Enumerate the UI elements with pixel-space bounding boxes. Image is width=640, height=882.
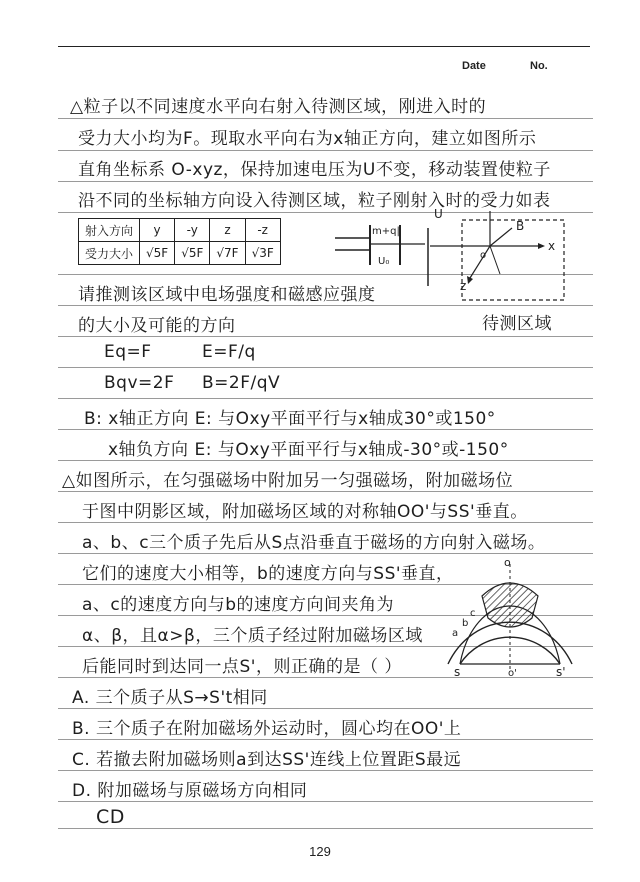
p1-line-3: 直角坐标系 O-xyz，保持加速电压为U不变，移动装置使粒子 [78, 160, 551, 180]
origin-label: o [480, 250, 487, 261]
figure-o-label: o [504, 556, 511, 569]
option-b: B. 三个质子在附加磁场外运动时，圆心均在OO'上 [72, 719, 462, 739]
x-axis-label: x [548, 239, 556, 253]
date-label: Date [462, 60, 486, 72]
apparatus-sketch [330, 210, 430, 270]
region-sketch [420, 206, 570, 306]
figure-s-label: s [454, 665, 461, 679]
p2-line-1: △如图所示，在匀强磁场中附加另一匀强磁场，附加磁场位 [62, 471, 514, 491]
table-cell: √3F [245, 242, 280, 265]
figure-a-label: a [452, 628, 459, 639]
plate-label: m+q| [372, 226, 400, 237]
p2-line-3: a、b、c三个质子先后从S点沿垂直于磁场的方向射入磁场。 [82, 533, 546, 553]
table-row [79, 242, 281, 265]
table-cell: √5F [140, 242, 175, 265]
region-caption: 待测区域 [482, 314, 552, 334]
equation-rhs-2: B=2F/qV [202, 373, 281, 393]
b-axis-label: B [516, 219, 525, 233]
table-cell: √7F [210, 242, 245, 265]
table-cell: -z [245, 219, 280, 242]
answer-line-1: B: x轴正方向 E: 与Oxy平面平行与x轴成30°或150° [84, 409, 496, 429]
table-cell: -y [175, 219, 210, 242]
equation-rhs-1: E=F/q [202, 342, 256, 362]
p1-line-4: 沿不同的坐标轴方向设入待测区域，粒子刚射入时的受力如表 [78, 191, 551, 211]
p2-line-2: 于图中阴影区域，附加磁场区域的对称轴OO'与SS'垂直。 [82, 502, 528, 522]
option-c: C. 若撤去附加磁场则a到达SS'连线上位置距S最远 [72, 750, 462, 770]
magnetic-field-figure [440, 556, 580, 678]
p2-line-7: 后能同时到达同一点S'，则正确的是（ ） [82, 657, 402, 677]
p2-line-4: 它们的速度大小相等，b的速度方向与SS'垂直， [82, 564, 454, 584]
header-rule [58, 46, 590, 47]
equation-lhs-2: Bqv=2F [104, 373, 175, 393]
table-cell: 受力大小 [79, 242, 140, 265]
table-header-row [79, 219, 281, 242]
figure-s-prime-label: s' [556, 665, 566, 679]
table-cell: z [210, 219, 245, 242]
figure-c-label: c [470, 608, 476, 619]
table-cell: 射入方向 [79, 219, 140, 242]
bottom-voltage-label: U₀ [378, 256, 390, 267]
option-a: A. 三个质子从S→S't相同 [72, 688, 268, 708]
option-d: D. 附加磁场与原磁场方向相同 [72, 781, 308, 801]
p2-line-6: α、β，且α>β，三个质子经过附加磁场区域 [82, 626, 423, 646]
equation-lhs-1: Eq=F [104, 342, 152, 362]
p2-line-5: a、c的速度方向与b的速度方向间夹角为 [82, 595, 395, 615]
p1-question-2: 的大小及可能的方向 [78, 316, 236, 336]
table-cell: y [140, 219, 175, 242]
figure-o-prime-label: o' [508, 668, 517, 679]
p1-question-1: 请推测该区域中电场强度和磁感应强度 [78, 285, 376, 305]
page-number: 129 [309, 844, 331, 859]
figure-b-label: b [462, 618, 469, 629]
force-table [78, 218, 281, 265]
z-axis-label: z [460, 279, 467, 293]
answer-line-2: x轴负方向 E: 与Oxy平面平行与x轴成-30°或-150° [108, 440, 509, 460]
p1-line-1: △粒子以不同速度水平向右射入待测区域，刚进入时的 [70, 97, 487, 117]
answer-mark: CD [96, 806, 125, 828]
no-label: No. [530, 60, 548, 72]
p1-line-2: 受力大小均为F。现取水平向右为x轴正方向，建立如图所示 [78, 129, 537, 149]
table-cell: √5F [175, 242, 210, 265]
voltage-label: U [434, 207, 443, 221]
